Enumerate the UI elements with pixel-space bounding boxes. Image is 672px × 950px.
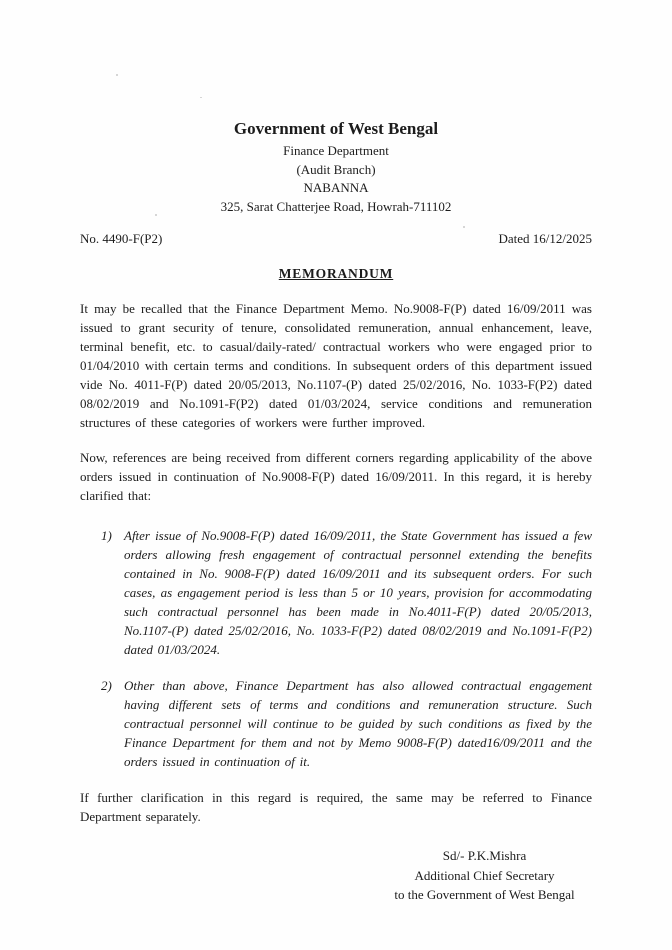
signatory-org: to the Government of West Bengal [394,887,575,902]
list-text-2: Other than above, Finance Department has also allowed contractual engagement having different sets of terms and conditions and remuneration structure. Such contractual personnel will continue to be guided by such conditions as fixed by the Finance Department for them and not by Memo 9008-F(P) dated16/09/2011 and the orders issued in continuation of it. [124,678,592,769]
scan-speckle [200,97,202,98]
branch-name: (Audit Branch) [296,161,376,177]
reference-row [80,229,592,248]
signatory-name: Sd/- P.K.Mishra [442,848,527,863]
signatory-designation: Additional Chief Secretary [414,867,555,883]
letterhead [80,118,592,216]
address-line: 325, Sarat Chatterjee Road, Howrah-711102 [220,198,452,214]
list-item-2 [101,676,592,771]
document-content [80,0,592,905]
list-text-1: After issue of No.9008-F(P) dated 16/09/2011, the State Government has issued a few orders allowing fresh engagement of contractual personnel extending the benefits contained in No. 9008-F(P) dated 16/09/2011 and its subsequent orders. For such cases, as engagement period is less than 5 or 10 years, provision for accommodating such contractual personnel has been made in No.4011-F(P) dated 20/05/2013, No.1107-(P) dated 25/02/2016, No. 1033-F(P2) dated 08/02/2019 and No.1091-F(P2) dated 01/03/2024. [124,528,592,657]
department-name: Finance Department [283,143,389,158]
scan-speckle [155,214,157,216]
clarification-list [101,526,592,771]
list-marker-2: 2) [101,678,112,693]
memo-number: No. 4490-F(P2) [80,231,163,246]
government-name: Government of West Bengal [233,119,439,138]
closing-paragraph: If further clarification in this regard is required, the same may be referred to Finance Department separately. [80,790,592,824]
paragraph-recall: It may be recalled that the Finance Department Memo. No.9008-F(P) dated 16/09/2011 was issued to grant security of tenure, consolidated remuneration, annual enhancement, leave, terminal benefit, etc. to casual/daily-rated/ contractual workers who were engaged prior to 01/04/2010 with certain terms and conditions. In subsequent orders of this department issued vide No. 4011-F(P) dated 20/05/2013, No.1107-(P) dated 25/02/2016, No. 1033-F(P2) dated 08/02/2019 and No.1091-F(P2) dated 01/03/2024, service conditions and remuneration structures of these categories of workers were further improved. [80,301,592,430]
list-item-1 [101,526,592,659]
list-marker-1: 1) [101,528,112,543]
signature-block [377,846,592,905]
building-name: NABANNA [303,180,369,195]
memorandum-title: MEMORANDUM [278,266,394,281]
memo-date: Dated 16/12/2025 [498,231,592,246]
scan-speckle [116,74,118,76]
paragraph-references: Now, references are being received from different corners regarding applicability of the above orders issued in continuation of No.9008-F(P) dated 16/09/2011. In this regard, it is hereby clarified that: [80,450,592,503]
scan-speckle [463,226,465,228]
